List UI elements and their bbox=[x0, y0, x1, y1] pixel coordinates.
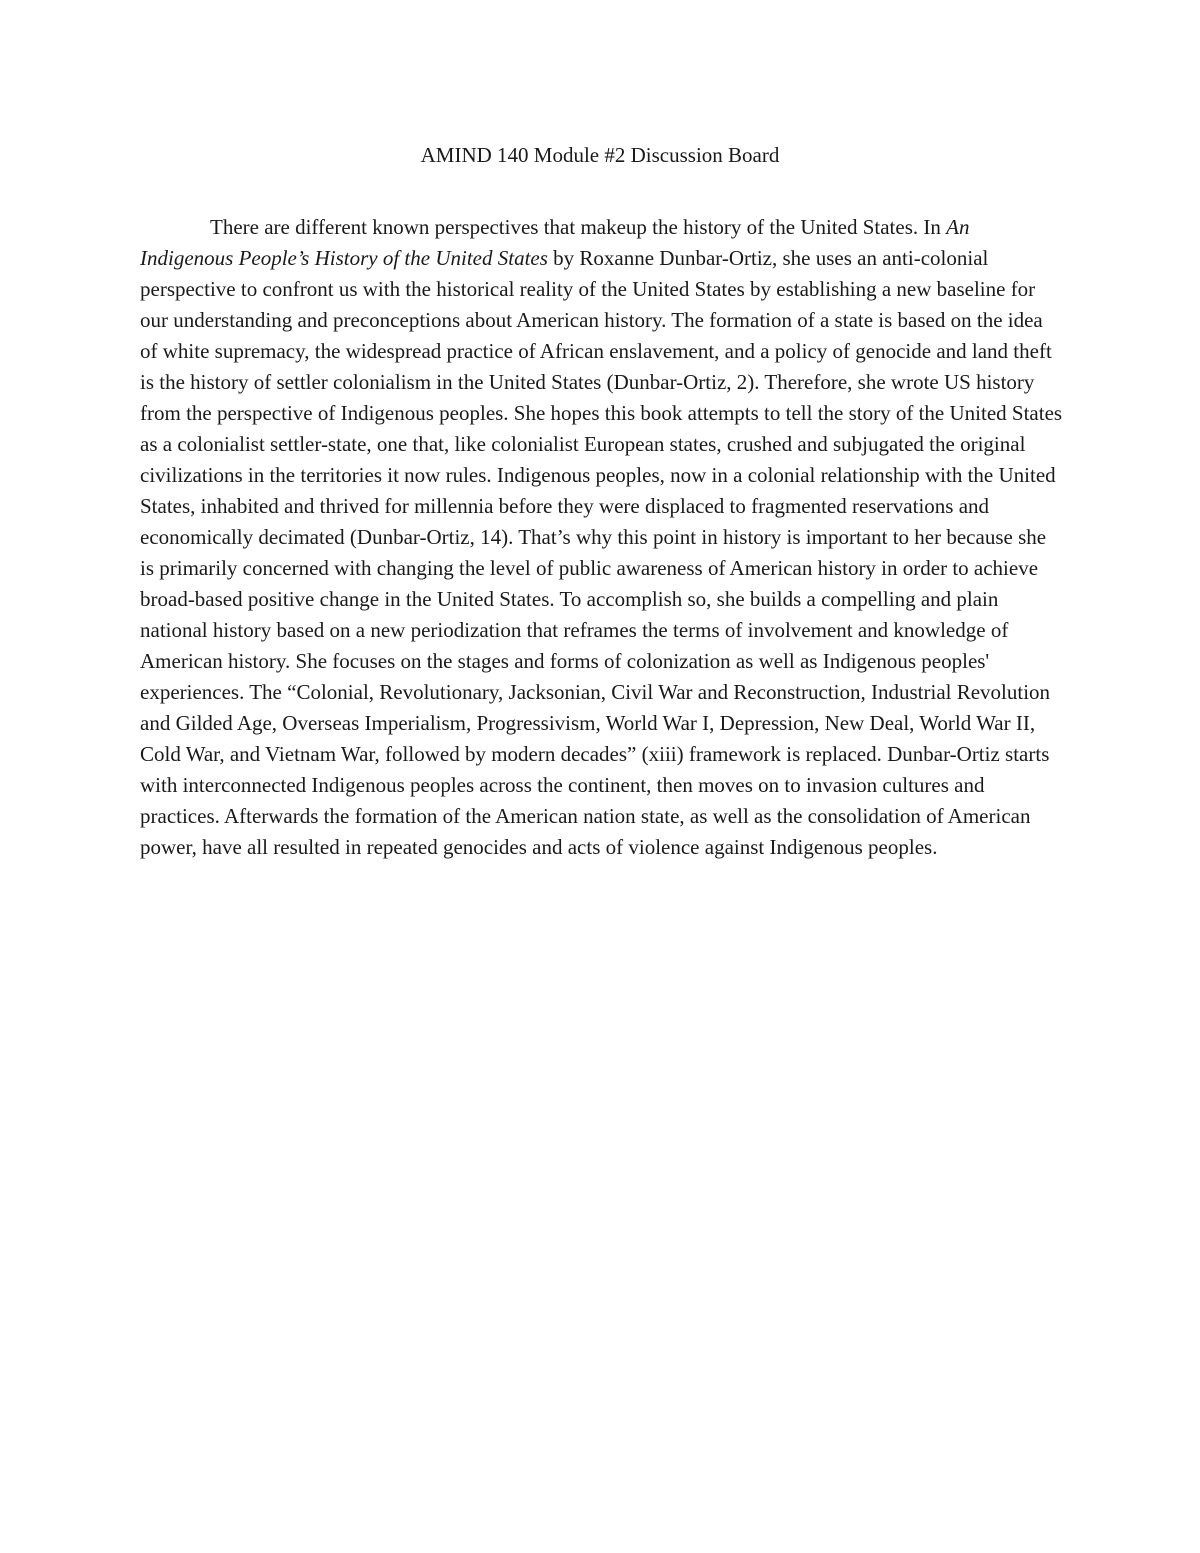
book-title: An Indigenous People’s History of the United States bbox=[140, 215, 970, 270]
body-paragraph bbox=[140, 212, 1065, 863]
paragraph-text-intro: There are different known perspectives that makeup the history of the United States. In bbox=[210, 215, 947, 239]
document-title: AMIND 140 Module #2 Discussion Board bbox=[420, 143, 780, 167]
paragraph-text-main: by Roxanne Dunbar-Ortiz, she uses an anti-colonial perspective to confront us with the historical reality of the United States by establishing a new baseline for our understanding and preconceptions about American history. The formation of a state is based on the idea of white supremacy, the widespread practice of African enslavement, and a policy of genocide and land theft is the history of settler colonialism in the United States (Dunbar-Ortiz, 2). Therefore, she wrote US history from the perspective of Indigenous peoples. She hopes this book attempts to tell the story of the United States as a colonialist settler-state, one that, like colonialist European states, crushed and subjugated the original civilizations in the territories it now rules. Indigenous peoples, now in a colonial relationship with the United States, inhabited and thrived for millennia before they were displaced to fragmented reservations and economically decimated (Dunbar-Ortiz, 14). That’s why this point in history is important to her because she is primarily concerned with changing the level of public awareness of American history in order to achieve broad-based positive change in the United States. To accomplish so, she builds a compelling and plain national history based on a new periodization that reframes the terms of involvement and knowledge of American history. She focuses on the stages and forms of colonization as well as Indigenous peoples' experiences. The “Colonial, Revolutionary, Jacksonian, Civil War and Reconstruction, Industrial Revolution and Gilded Age, Overseas Imperialism, Progressivism, World War I, Depression, New Deal, World War II, Cold War, and Vietnam War, followed by modern decades” (xiii) framework is replaced. Dunbar-Ortiz starts with interconnected Indigenous peoples across the continent, then moves on to invasion cultures and practices. Afterwards the formation of the American nation state, as well as the consolidation of American power, have all resulted in repeated genocides and acts of violence against Indigenous peoples. bbox=[140, 246, 1063, 859]
